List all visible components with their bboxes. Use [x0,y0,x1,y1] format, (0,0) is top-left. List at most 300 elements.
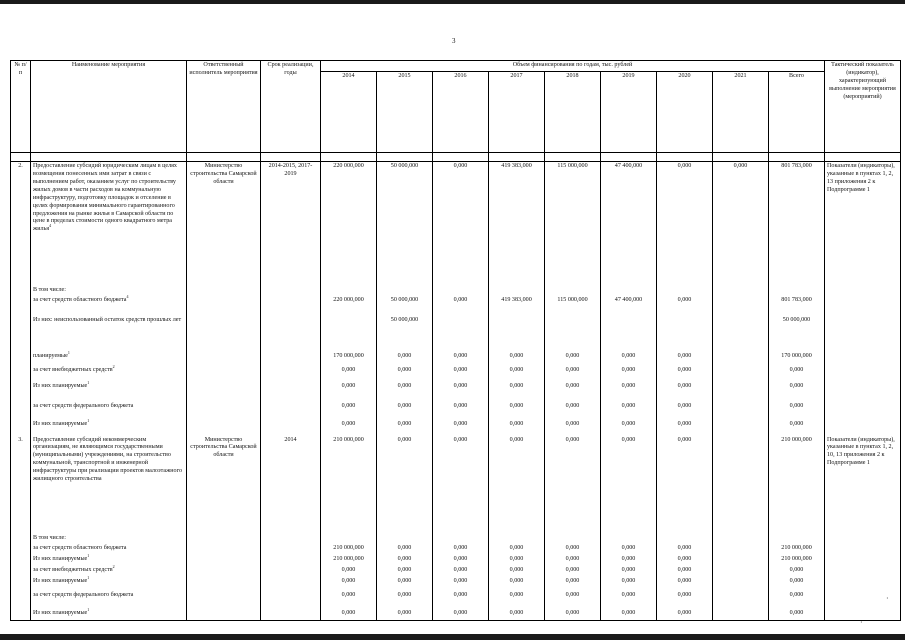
header-total: Всего [769,72,825,153]
value-cell: 210 000,000 [769,555,825,566]
value-cell: 0,000 [321,382,377,402]
row-number-empty [11,382,31,402]
value-cell: 0,000 [657,577,713,591]
executor: Министерство строительства Самарской области [187,162,261,280]
value-cell: 0,000 [377,591,433,609]
page-number: 3 [452,37,456,45]
row-number-empty [11,296,31,316]
empty-cell [187,577,261,591]
table-row [11,544,901,555]
header-year: 2017 [489,72,545,153]
funding-source-text: Из них планируемые [33,420,88,427]
value-cell: 115 000,000 [545,296,601,316]
activity-name [31,436,187,530]
value-cell: 801 783,000 [769,162,825,280]
activity-name [31,162,187,280]
header-year: 2015 [377,72,433,153]
footnote-mark: 2 [112,363,115,369]
empty-cell [769,530,825,544]
value-cell: 0,000 [657,436,713,530]
empty-cell [187,544,261,555]
value-cell: 0,000 [377,402,433,420]
funding-source-text: за счет внебюджетных средств [33,566,113,573]
value-cell: 0,000 [769,382,825,402]
funding-source-label [31,379,187,402]
value-cell: 0,000 [769,566,825,577]
header-term: Срок реализации, годы [261,61,321,153]
scan-mark: · [886,594,889,603]
value-cell: 0,000 [657,544,713,555]
term: 2014 [261,436,321,530]
empty-cell [187,366,261,382]
header-funding: Объем финансирования по годам, тыс. рублей [321,61,825,72]
funding-source-text: планируемые [33,352,68,359]
value-cell: 0,000 [601,566,657,577]
value-cell [657,316,713,352]
value-cell: 0,000 [769,420,825,436]
value-cell [713,544,769,555]
row-number-empty [11,544,31,555]
empty-cell [261,382,321,402]
value-cell: 0,000 [433,162,489,280]
empty-cell [825,352,901,366]
funding-source-text: за счет средств федерального бюджета [33,591,134,598]
value-cell: 0,000 [489,577,545,591]
header-year: 2021 [713,72,769,153]
empty-cell [657,530,713,544]
footnote-mark: 1 [87,379,90,385]
funding-source-text: за счет внебюджетных средств [33,366,113,373]
row-number: 2. [11,162,31,280]
value-cell: 0,000 [433,436,489,530]
funding-source-label [31,552,187,566]
value-cell: 210 000,000 [321,555,377,566]
empty-cell [187,280,261,296]
empty-cell [261,591,321,609]
value-cell: 0,000 [657,402,713,420]
value-cell [713,420,769,436]
value-cell: 0,000 [377,555,433,566]
value-cell: 210 000,000 [321,544,377,555]
value-cell: 170 000,000 [321,352,377,366]
value-cell: 0,000 [601,577,657,591]
incl-label: В том числе: [31,530,187,544]
empty-cell [321,530,377,544]
row-number: 3. [11,436,31,530]
empty-cell [261,555,321,566]
value-cell: 0,000 [489,555,545,566]
empty-cell [433,280,489,296]
value-cell [433,316,489,352]
row-number-empty [11,577,31,591]
value-cell: 0,000 [377,566,433,577]
value-cell: 0,000 [489,402,545,420]
empty-cell [261,316,321,352]
value-cell: 0,000 [321,420,377,436]
table-row [11,316,901,352]
value-cell: 0,000 [657,555,713,566]
table-body [11,162,901,621]
footnote-mark: 1 [87,606,90,612]
table-row [11,420,901,436]
header-year: 2018 [545,72,601,153]
row-number-empty [11,566,31,577]
empty-cell [601,530,657,544]
value-cell [713,352,769,366]
value-cell: 419 383,000 [489,162,545,280]
value-cell [545,316,601,352]
value-cell: 0,000 [433,577,489,591]
value-cell [713,566,769,577]
table-row [11,402,901,420]
value-cell: 0,000 [545,591,601,609]
funding-source-label [31,402,187,420]
value-cell [321,316,377,352]
value-cell: 0,000 [601,366,657,382]
empty-cell [433,530,489,544]
empty-cell [769,280,825,296]
value-cell: 0,000 [769,366,825,382]
value-cell: 0,000 [321,577,377,591]
footnote-mark: 4 [49,223,52,229]
value-cell: 0,000 [377,577,433,591]
row-number-empty [11,366,31,382]
activity-name-text: Предоставление субсидий некоммерческим организациям, не являющимся государственными (муниципальными) учреждениями, на строительство коммунальной, транспортной и инженерной инфраструктуры при реализации проектов малоэтажного жилищного строительства [33,436,182,483]
empty-cell [261,402,321,420]
empty-cell [261,530,321,544]
table-row [11,366,901,382]
funding-source-text: Из них планируемые [33,555,88,562]
empty-cell [825,382,901,402]
value-cell: 0,000 [321,402,377,420]
value-cell: 0,000 [769,577,825,591]
value-cell: 0,000 [433,402,489,420]
value-cell: 0,000 [657,162,713,280]
value-cell: 0,000 [545,555,601,566]
empty-cell [825,555,901,566]
table-row [11,530,901,544]
empty-cell [261,544,321,555]
value-cell: 0,000 [321,609,377,621]
funding-table [10,60,901,621]
funding-source-text: Из них планируемые [33,577,88,584]
value-cell: 0,000 [321,366,377,382]
footnote-mark: 1 [67,349,70,355]
value-cell: 0,000 [545,420,601,436]
empty-cell [825,316,901,352]
value-cell: 0,000 [545,402,601,420]
value-cell [713,402,769,420]
value-cell: 0,000 [657,352,713,366]
value-cell: 50 000,000 [377,296,433,316]
empty-cell [187,352,261,366]
empty-cell [825,591,901,609]
value-cell: 0,000 [657,382,713,402]
funding-source-text: Из них: неиспользованный остаток средств прошлых лет [33,316,182,323]
value-cell: 0,000 [545,609,601,621]
empty-cell [187,402,261,420]
empty-cell [187,530,261,544]
value-cell: 0,000 [433,296,489,316]
header-year: 2020 [657,72,713,153]
empty-cell [187,420,261,436]
empty-cell [261,577,321,591]
funding-source-text: Из них планируемые [33,609,88,616]
value-cell: 0,000 [377,366,433,382]
value-cell: 0,000 [657,591,713,609]
value-cell: 0,000 [433,382,489,402]
empty-cell [657,280,713,296]
funding-source-label [31,349,187,366]
value-cell [713,609,769,621]
value-cell: 0,000 [545,544,601,555]
value-cell: 47 400,000 [601,296,657,316]
activity-name-text: Предоставление субсидий юридическим лицам в целях возмещения понесенных ими затрат в связи с выполнением работ, оказанием услуг по строительству жилых домов в части расходов на коммунальную инфраструктуру, подготовку площадок и отселение в целях формирования минимального гарантированного предложения на рынке жилья в Самарской области по цене в пределах стоимости одного квадратного метра жилья [33,163,177,233]
empty-cell [261,296,321,316]
value-cell: 0,000 [489,352,545,366]
value-cell [713,591,769,609]
empty-cell [187,555,261,566]
funding-source-text: за счет средств областного бюджета [33,544,127,551]
value-cell: 115 000,000 [545,162,601,280]
value-cell: 0,000 [769,591,825,609]
scan-bottom-border [0,634,905,640]
row-number-empty [11,420,31,436]
value-cell: 0,000 [601,420,657,436]
row-number-empty [11,352,31,366]
row-number-empty [11,555,31,566]
empty-cell [825,566,901,577]
header-name: Наименование мероприятия [31,61,187,153]
value-cell: 0,000 [601,544,657,555]
value-cell: 0,000 [545,352,601,366]
term: 2014-2015, 2017-2019 [261,162,321,280]
table-row [11,609,901,621]
value-cell: 0,000 [601,591,657,609]
empty-cell [377,280,433,296]
header-year: 2019 [601,72,657,153]
funding-source-label [31,293,187,316]
empty-cell [825,577,901,591]
value-cell: 0,000 [545,382,601,402]
value-cell [601,316,657,352]
value-cell: 0,000 [377,436,433,530]
footnote-mark: 4 [126,293,129,299]
value-cell: 0,000 [321,566,377,577]
header-year: 2016 [433,72,489,153]
value-cell: 0,000 [657,566,713,577]
funding-source-text: Из них планируемые [33,382,88,389]
empty-cell [825,296,901,316]
empty-cell [825,544,901,555]
value-cell: 0,000 [489,436,545,530]
funding-source-label [31,417,187,436]
value-cell: 0,000 [377,352,433,366]
value-cell: 0,000 [601,352,657,366]
table-row [11,162,901,280]
funding-source-label [31,563,187,577]
empty-cell [489,530,545,544]
value-cell: 0,000 [601,555,657,566]
table-row [11,382,901,402]
empty-cell [261,566,321,577]
empty-cell [261,609,321,621]
empty-cell [261,352,321,366]
empty-cell [187,296,261,316]
value-cell: 50 000,000 [377,316,433,352]
value-cell: 50 000,000 [377,162,433,280]
value-cell [713,366,769,382]
value-cell: 0,000 [433,609,489,621]
empty-cell [187,591,261,609]
value-cell [713,436,769,530]
value-cell: 210 000,000 [769,544,825,555]
value-cell: 0,000 [377,382,433,402]
table-row [11,591,901,609]
funding-source-label [31,544,187,555]
empty-cell [187,316,261,352]
empty-cell [187,609,261,621]
funding-source-text: за счет средств федерального бюджета [33,402,134,409]
value-cell: 0,000 [545,577,601,591]
footnote-mark: 1 [87,552,90,558]
row-number-empty [11,530,31,544]
empty-cell [377,530,433,544]
empty-cell [261,366,321,382]
footnote-mark: 1 [87,417,90,423]
empty-cell [825,420,901,436]
empty-cell [825,280,901,296]
empty-cell [545,280,601,296]
header-number: № п/п [11,61,31,153]
value-cell: 210 000,000 [769,436,825,530]
empty-cell [601,280,657,296]
value-cell: 210 000,000 [321,436,377,530]
table-header [11,61,901,162]
value-cell: 0,000 [489,366,545,382]
footnote-mark: 1 [87,574,90,580]
value-cell: 0,000 [657,420,713,436]
row-number-empty [11,591,31,609]
empty-cell [713,280,769,296]
empty-cell [321,280,377,296]
value-cell: 0,000 [377,544,433,555]
executor: Министерство строительства Самарской области [187,436,261,530]
value-cell: 0,000 [321,591,377,609]
value-cell: 220 000,000 [321,162,377,280]
value-cell: 0,000 [769,402,825,420]
value-cell: 419 383,000 [489,296,545,316]
value-cell: 0,000 [377,420,433,436]
value-cell: 0,000 [489,591,545,609]
table-row [11,280,901,296]
value-cell: 0,000 [433,544,489,555]
funding-source-text: за счет средств областного бюджета [33,296,127,303]
value-cell: 801 783,000 [769,296,825,316]
header-year: 2014 [321,72,377,153]
value-cell: 0,000 [545,366,601,382]
header-indicator: Тактический показатель (индикатор), характеризующий выполнение мероприятия (мероприятий) [825,61,901,153]
value-cell: 0,000 [601,402,657,420]
header-executor: Ответственный исполнитель мероприятия [187,61,261,153]
value-cell: 50 000,000 [769,316,825,352]
value-cell: 0,000 [489,420,545,436]
funding-source-label [31,363,187,382]
funding-source-label [31,574,187,591]
value-cell: 0,000 [489,382,545,402]
value-cell: 0,000 [489,609,545,621]
value-cell: 0,000 [601,382,657,402]
row-number-empty [11,609,31,621]
table-row [11,436,901,530]
value-cell [489,316,545,352]
funding-source-label [31,316,187,352]
value-cell: 0,000 [601,609,657,621]
value-cell: 0,000 [601,436,657,530]
value-cell: 0,000 [769,609,825,621]
indicator: Показатели (индикаторы), указанные в пунктах 1, 2, 10, 13 приложения 2 к Подпрограмме 1 [825,436,901,530]
value-cell [713,316,769,352]
value-cell: 0,000 [433,352,489,366]
table-row [11,555,901,566]
value-cell: 0,000 [657,366,713,382]
empty-cell [713,530,769,544]
value-cell [713,382,769,402]
value-cell: 0,000 [433,555,489,566]
footnote-mark: 2 [112,563,115,569]
value-cell: 0,000 [545,436,601,530]
empty-cell [261,420,321,436]
value-cell: 220 000,000 [321,296,377,316]
empty-cell [261,280,321,296]
value-cell: 0,000 [433,366,489,382]
value-cell [713,577,769,591]
table-row [11,566,901,577]
empty-cell [187,566,261,577]
table-row [11,577,901,591]
row-number-empty [11,280,31,296]
value-cell: 0,000 [433,420,489,436]
scan-top-border [0,0,905,4]
value-cell: 0,000 [713,162,769,280]
empty-cell [825,366,901,382]
empty-cell [187,382,261,402]
value-cell: 0,000 [433,566,489,577]
empty-cell [825,402,901,420]
value-cell: 0,000 [489,566,545,577]
value-cell: 0,000 [657,609,713,621]
funding-source-label [31,606,187,621]
empty-cell [489,280,545,296]
value-cell: 47 400,000 [601,162,657,280]
row-number-empty [11,402,31,420]
table-row [11,296,901,316]
row-number-empty [11,316,31,352]
value-cell: 0,000 [657,296,713,316]
value-cell [713,555,769,566]
empty-cell [545,530,601,544]
value-cell [713,296,769,316]
value-cell: 0,000 [489,544,545,555]
funding-source-label [31,591,187,609]
table-row [11,352,901,366]
value-cell: 0,000 [377,609,433,621]
value-cell: 0,000 [545,566,601,577]
value-cell: 0,000 [433,591,489,609]
value-cell: 170 000,000 [769,352,825,366]
empty-cell [825,530,901,544]
scan-mark: · [860,618,863,627]
